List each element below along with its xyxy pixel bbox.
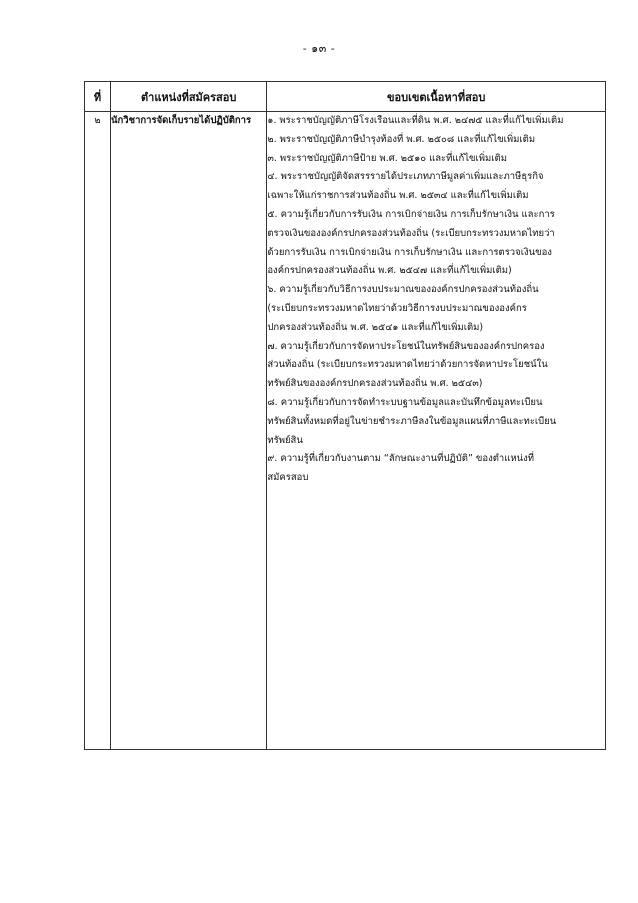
table-header-row [85, 82, 606, 112]
scope-line: สมัครสอบ [267, 472, 309, 484]
page-number: - ๑๓ - [302, 42, 336, 55]
header-no: ที่ [85, 82, 111, 112]
scope-line: เฉพาะให้แก่ราชการส่วนท้องถิ่น พ.ศ. ๒๕๓๔ และที่แก้ไขเพิ่มเติม [267, 190, 529, 202]
scope-line: ตรวจเงินขององค์กรปกครองส่วนท้องถิ่น (ระเบียบกระทรวงมหาดไทยว่า [267, 227, 555, 239]
header-position: ตำแหน่งที่สมัครสอบ [111, 82, 267, 112]
scope-line: ส่วนท้องถิ่น (ระเบียบกระทรวงมหาดไทยว่าด้วยการจัดหาประโยชน์ใน [267, 359, 548, 371]
header-scope: ขอบเขตเนื้อหาที่สอบ [267, 82, 606, 112]
scope-line: องค์กรปกครองส่วนท้องถิ่น พ.ศ. ๒๕๔๗ และที่แก้ไขเพิ่มเติม) [267, 265, 512, 277]
scope-line: ๖. ความรู้เกี่ยวกับวิธีการงบประมาณขององค์กรปกครองส่วนท้องถิ่น [267, 284, 539, 296]
scope-line: ๓. พระราชบัญญัติภาษีป้าย พ.ศ. ๒๕๑๐ และที่แก้ไขเพิ่มเติม [267, 152, 507, 164]
row-number: ๒ [85, 112, 111, 750]
scope-line: ๑. พระราชบัญญัติภาษีโรงเรือนและที่ดิน พ.ศ. ๒๔๗๕ และที่แก้ไขเพิ่มเติม [267, 115, 564, 126]
scope-line: (ระเบียบกระทรวงมหาดไทยว่าด้วยวิธีการงบประมาณขององค์กร [267, 302, 527, 314]
scope-line: ปกครองส่วนท้องถิ่น พ.ศ. ๒๕๔๑ และที่แก้ไขเพิ่มเติม) [267, 321, 484, 333]
table-row [85, 112, 606, 750]
scope-line: ทรัพย์สิน [267, 434, 303, 446]
scope-line: ทรัพย์สินขององค์กรปกครองส่วนท้องถิ่น พ.ศ. ๒๕๔๓) [267, 378, 483, 390]
exam-scope-table [84, 81, 606, 750]
scope-line: ๙. ความรู้ที่เกี่ยวกับงานตาม “ลักษณะงานที่ปฏิบัติ” ของตำแหน่งที่ [267, 453, 535, 465]
scope-line: ๗. ความรู้เกี่ยวกับการจัดหาประโยชน์ในทรัพย์สินขององค์กรปกครอง [267, 340, 545, 352]
scope-line: ด้วยการรับเงิน การเบิกจ่ายเงิน การเก็บรักษาเงิน และการตรวจเงินของ [267, 246, 552, 258]
scope-line: ๔. พระราชบัญญัติจัดสรรรายได้ประเภทภาษีมูลค่าเพิ่มและภาษีธุรกิจ [267, 171, 544, 183]
scope-line: ทรัพย์สินทั้งหมดที่อยู่ในข่ายชำระภาษีลงในข้อมูลแผนที่ภาษีและทะเบียน [267, 415, 557, 427]
scope-line: ๘. ความรู้เกี่ยวกับการจัดทำระบบฐานข้อมูลและบันทึกข้อมูลทะเบียน [267, 396, 543, 408]
scope-content [267, 112, 606, 750]
scope-line: ๕. ความรู้เกี่ยวกับการรับเงิน การเบิกจ่ายเงิน การเก็บรักษาเงิน และการ [267, 208, 555, 220]
position-name: นักวิชาการจัดเก็บรายได้ปฏิบัติการ [111, 112, 267, 750]
scope-line: ๒. พระราชบัญญัติภาษีบำรุงท้องที่ พ.ศ. ๒๕๐๘ และที่แก้ไขเพิ่มเติม [267, 133, 536, 145]
